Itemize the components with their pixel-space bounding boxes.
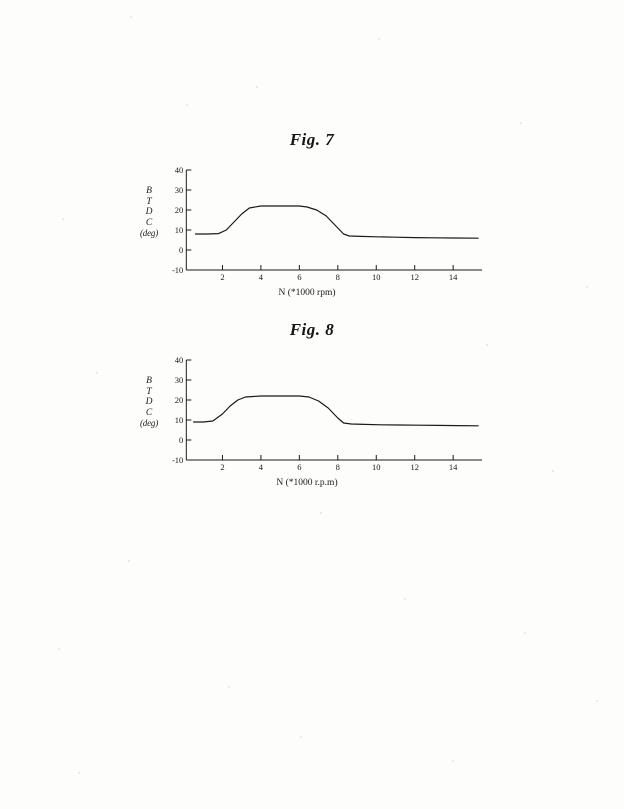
fig8-x-tick-label: 14 [448,462,458,472]
figure-8-plot [132,352,492,492]
fig8-y-tick-label: 30 [174,375,184,386]
fig7-x-tick-label: 10 [372,272,381,282]
figure-8-title: Fig. 8 [289,320,335,339]
fig7-x-tick-label: 14 [448,272,458,282]
fig8-x-tick-label: 4 [258,462,264,472]
figure-7 [0,130,624,302]
y-label-line-d: D [145,397,153,407]
y-label-line-b: B [146,186,152,196]
y-label-line-b: B [146,376,152,386]
fig8-y-tick-label: 10 [174,415,184,426]
fig7-series-line [196,206,479,238]
fig8-x-tick-label: 12 [410,462,419,472]
y-label-unit: (deg) [140,228,158,238]
fig8-x-tick-label: 2 [220,462,225,472]
y-label-line-c: C [145,217,153,228]
y-label-line-d: D [145,207,153,217]
fig7-x-tick-label: 12 [410,272,419,282]
y-label-line-t: T [146,386,152,397]
y-label-unit: (deg) [140,418,158,428]
figure-8 [0,320,624,492]
fig7-y-tick-label: 10 [174,225,184,236]
fig8-series-line [194,396,479,426]
fig7-x-tick-label: 6 [297,272,302,282]
fig7-x-tick-label: 4 [258,272,264,282]
y-label-line-t: T [146,196,152,207]
fig7-x-tick-label: 8 [335,272,340,282]
fig8-y-tick-label: 0 [179,435,184,446]
figure-7-y-axis-label [138,186,160,239]
fig7-y-tick-label: 20 [174,205,184,216]
fig7-y-tick-label: 30 [174,185,184,196]
fig8-x-tick-label: 10 [372,462,381,472]
fig8-y-tick-label: -10 [171,455,184,466]
figure-7-plot [132,162,492,302]
fig7-x-tick-label: 2 [220,272,225,282]
figure-8-y-axis-label [138,376,160,429]
figure-8-chart [132,352,492,492]
fig8-y-tick-label: 20 [174,395,184,406]
fig8-x-tick-label: 8 [335,462,340,472]
fig7-y-tick-label: 40 [174,165,184,176]
y-label-line-c: C [145,407,153,418]
figure-8-x-axis-label: N (*1000 r.p.m) [276,478,338,488]
fig8-y-tick-label: 40 [174,355,184,366]
figure-7-chart [132,162,492,302]
fig7-y-tick-label: -10 [171,265,184,276]
figure-7-x-axis-label: N (*1000 rpm) [278,288,336,298]
figure-7-title: Fig. 7 [289,130,335,149]
fig7-y-tick-label: 0 [179,245,184,256]
fig8-x-tick-label: 6 [297,462,302,472]
